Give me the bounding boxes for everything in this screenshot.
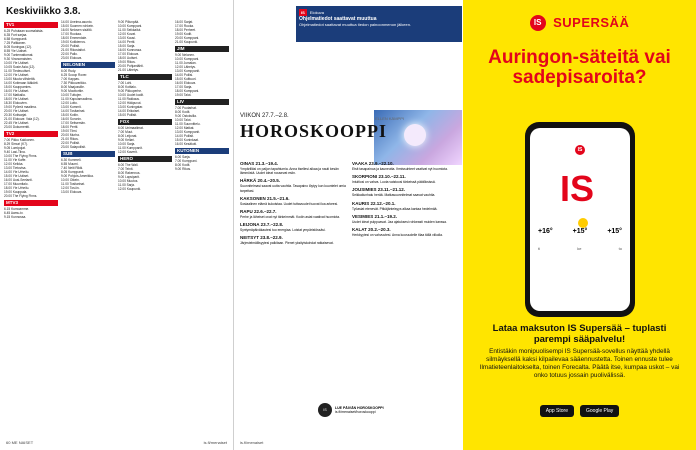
program-entry: 8.00 Leijonat. bbox=[118, 134, 138, 138]
program-entry: 10.00 Tuttujen. bbox=[61, 93, 83, 97]
ad-logo bbox=[463, 14, 696, 32]
weather-temps bbox=[538, 228, 622, 235]
promo-title: Ohjelmatiedot saattavat muuttua bbox=[299, 16, 377, 22]
program-entry: 23.00 Elokuva. bbox=[61, 56, 83, 60]
program-entry: 9.00 Pillunpää. bbox=[118, 20, 140, 24]
zodiac-sign-text: Perhe ja läheiset ovat nyt tärkeimmät. Kodin asiat vaativat huomiota. bbox=[240, 215, 341, 220]
tv-column bbox=[118, 20, 172, 438]
program-entry: 6.00 Rudy. bbox=[61, 69, 77, 73]
program-entry: 8.00 Rakennus. bbox=[118, 171, 141, 175]
program-entry: 12.00 Kaupunki. bbox=[118, 187, 142, 191]
zodiac-sign-name: RAPU 22.6.–22.7. bbox=[240, 209, 277, 215]
program-entry: 13.00 Muuta viihdettä. bbox=[4, 77, 36, 81]
horoscope-link-label: LUE PÄIVÄN HOROSKOOPPI bbox=[335, 406, 384, 410]
program-entry: 9.00 Tuntemattomat. bbox=[4, 53, 34, 57]
temp-1: +16° bbox=[538, 228, 553, 235]
program-entry: 14.00 Unelma-asunto. bbox=[61, 20, 93, 24]
program-entry: 9.30 Viranomaisten. bbox=[4, 57, 33, 61]
program-entry: 14.00 Tositarinat. bbox=[61, 109, 86, 113]
program-entry: 8.29 Simuri (K7). bbox=[4, 142, 28, 146]
program-entry: 18.00 Perheet. bbox=[175, 28, 196, 32]
day-2: ke bbox=[577, 246, 582, 251]
program-entry: 9.00 Rikos. bbox=[175, 167, 191, 171]
program-entry: 11.00 Kumppanit. bbox=[118, 146, 143, 150]
channel-header: JIM bbox=[175, 46, 229, 52]
program-entry: 16.00 Uusi-Seelanti. bbox=[4, 178, 33, 182]
program-entry: 9.00 Pikkuperhe. bbox=[118, 89, 142, 93]
program-entry: 9.05 Lumipojat. bbox=[4, 146, 26, 150]
program-entry: 10.00 Muutos. bbox=[118, 179, 139, 183]
program-entry: 21.00 Lähetys. bbox=[118, 68, 139, 72]
ad-body-text: Entistäkin monipuolisempi IS Supersää-sovellus näyttää yhdellä silmäyksellä kaksi kilpailevaa sääennustetta. Toinen ennuste tulee Ilmatieteenlaitokselta, toinen Forecalta. Päätä itse, kumpaa uskot – vai onko totuus jossain puolivälissä. bbox=[479, 348, 680, 379]
tv-columns bbox=[4, 20, 229, 438]
program-entry: 10.00 Oikein. bbox=[61, 178, 80, 182]
zodiac-sign-text: Ympärilläsi on paljon tapahtumia. Anna itsellesi aikaa ja nauti kesän lämmöstä. Uudet ideat nousevat esiin. bbox=[240, 167, 339, 176]
program-entry: 10.00 Sarja. bbox=[118, 142, 136, 146]
weather-days bbox=[538, 246, 622, 251]
channel-header: HERO bbox=[118, 156, 172, 162]
ad-brand: SUPERSÄÄ bbox=[553, 15, 630, 31]
zodiac-sign-name: KAURIS 22.12.–20.1. bbox=[352, 200, 396, 206]
temp-2: +15° bbox=[572, 228, 588, 235]
program-entry: 18.30 Elokuvien. bbox=[4, 101, 28, 105]
program-entry: 10.00 Kumppani. bbox=[118, 24, 143, 28]
program-entry: 21.00 Rikostaitot. bbox=[61, 48, 86, 52]
app-store-button[interactable]: App Store bbox=[540, 405, 574, 417]
program-entry: 21.00 Elokuva: Vala (12). bbox=[4, 117, 40, 121]
program-entry: 20.00 Yle Uutiset. bbox=[4, 109, 30, 113]
program-entry: 9.00 Moottoritie. bbox=[61, 89, 84, 93]
zodiac-sign-name: NEITSYT 23.8.–22.9. bbox=[240, 235, 283, 241]
program-entry: 8.05 Kumppanit. bbox=[61, 170, 85, 174]
zodiac-sign-name: OINAS 21.3.–19.4. bbox=[240, 161, 279, 166]
zodiac-sign-name: SKORPIONI 23.10.–22.11. bbox=[352, 174, 406, 180]
program-entry: 8.00 Kodit. bbox=[175, 163, 191, 167]
program-entry: 18.00 Emmerdale. bbox=[61, 36, 88, 40]
zodiac-columns bbox=[240, 158, 460, 436]
program-entry: 6.25 Puhutaan suomalaisia. bbox=[4, 29, 44, 33]
channel-header: SUB bbox=[61, 151, 115, 157]
program-entry: 9.00 Kellari. bbox=[118, 138, 135, 142]
program-entry: 7.30 Pikkuvarikko. bbox=[61, 81, 87, 85]
footer-url: is.fi/menaiset bbox=[203, 440, 227, 445]
tv-column bbox=[61, 20, 115, 438]
program-entry: 6.00 Sarja. bbox=[175, 155, 191, 159]
zodiac-sign-name: KAKSONEN 21.5.–21.6. bbox=[240, 195, 290, 201]
program-entry: 11.00 Tositarinat. bbox=[61, 182, 85, 186]
program-entry: 6.25 Scoop Rover. bbox=[61, 73, 88, 77]
page-number: 60 bbox=[6, 440, 11, 445]
channel-header: MTV3 bbox=[4, 200, 58, 206]
program-entry: 10.00 Uudet kodit. bbox=[118, 93, 144, 97]
program-entry: 15.00 Yle Uutiset. bbox=[4, 174, 30, 178]
zodiac-sign-text: Intuitiosi on vahva. Luota vaistoosi tärkeissä päätöksissä. bbox=[352, 180, 436, 185]
program-entry: 10.00 Talot. bbox=[175, 118, 192, 122]
program-entry: 7.40 Neiti Rikki. bbox=[61, 166, 84, 170]
program-entry: 8.05 Kuningas (12). bbox=[4, 45, 32, 49]
program-entry: 10.00 Yle Uutiset. bbox=[4, 61, 30, 65]
program-entry: 20.00 Pohjantähti. bbox=[118, 64, 144, 68]
program-entry: 9.40 Lasi-Tiina. bbox=[4, 150, 26, 154]
channel-header: TLC bbox=[118, 74, 172, 80]
program-entry: 9.00 Lapsiparit. bbox=[118, 175, 140, 179]
program-entry: 7.25 Paltkanen. bbox=[4, 41, 27, 45]
app-logo-circle: IS bbox=[575, 145, 585, 155]
phone-mockup bbox=[525, 122, 635, 317]
zodiac-sign-name: VAAKA 23.9.–22.10. bbox=[352, 161, 394, 166]
zodiac-sign-name: KALAT 20.2.–20.3. bbox=[352, 227, 391, 233]
program-entry: 17.00 Elokuva. bbox=[118, 52, 140, 56]
program-entry: 22.45 Yle Uutiset. bbox=[4, 121, 30, 125]
program-entry: 13.00 Kumppanit. bbox=[175, 130, 200, 134]
tv-column bbox=[175, 20, 229, 438]
program-entry: 7.00 Kumppani. bbox=[175, 159, 198, 163]
program-entry: 20.30 Kotisarjat. bbox=[4, 113, 28, 117]
channel-header: TV2 bbox=[4, 131, 58, 137]
program-entry: 13.00 Kumppanit. bbox=[175, 69, 200, 73]
program-entry: 19.00 Pyöreä maailma. bbox=[4, 105, 37, 109]
zodiac-sign-name: JOUSIMIES 23.11.–21.12. bbox=[352, 187, 406, 193]
supersaa-ad bbox=[463, 0, 696, 450]
program-entry: 12.00 Tosi-tv. bbox=[61, 186, 80, 190]
program-entry: 23.00 Salapoliisit. bbox=[61, 145, 86, 149]
program-entry: 14.00 Yle Urheilu. bbox=[4, 170, 30, 174]
program-entry: 11.00 Yle Kaffe. bbox=[4, 158, 27, 162]
tv-listings-page bbox=[0, 0, 233, 450]
sun-icon bbox=[578, 218, 588, 228]
app-big-logo: IS bbox=[560, 168, 595, 209]
zodiac-sign-text: Suunnitelmasi saavat uutta vauhtia. Tasapaino löytyy kun kuuntelet omia tarpeitasi. bbox=[240, 184, 346, 193]
program-entry: 17.00 Ruoka. bbox=[175, 24, 194, 28]
horoscope-link-url[interactable]: is.fi/menaiset/horoskooppi bbox=[335, 410, 376, 414]
day-1: ti bbox=[538, 246, 540, 251]
program-entry: 11.00 Seikkailut. bbox=[118, 28, 142, 32]
promo-box bbox=[296, 6, 462, 42]
program-entry: 14.00 Kotimaan lääkärit. bbox=[4, 81, 39, 85]
program-entry: 7.00 Kappas. bbox=[61, 77, 80, 81]
channel-header: NELONEN bbox=[61, 62, 115, 68]
zodiac-sign-name: LEIJONA 23.7.–22.8. bbox=[240, 222, 284, 228]
program-entry: 11.00 Jumalan. bbox=[175, 61, 197, 65]
channel-header: FOX bbox=[118, 119, 172, 125]
tv-page-header bbox=[6, 3, 227, 19]
program-entry: 16.00 Yle Uutiset. bbox=[4, 89, 30, 93]
program-entry: 7.00 Puutarhat. bbox=[175, 106, 197, 110]
page-footer bbox=[6, 440, 227, 448]
program-entry: 11.00 Kapulamaailma. bbox=[61, 97, 93, 101]
program-entry: 15.00 Kulttuuri. bbox=[175, 77, 197, 81]
is-logo-circle: IS bbox=[530, 15, 546, 31]
temp-3: +15° bbox=[607, 228, 622, 235]
program-entry: 15.00 Kotiin. bbox=[61, 113, 79, 117]
program-entry: 14.00 Poliisit. bbox=[175, 134, 194, 138]
program-entry: 12.00 Lotto. bbox=[61, 101, 78, 105]
badge-caption: Elokuva bbox=[309, 10, 325, 15]
program-entry: 19.00 Kotikierros. bbox=[61, 40, 86, 44]
program-entry: 13.00 Tietovisa. bbox=[4, 166, 27, 170]
program-entry: 12.00 Lähetys. bbox=[175, 65, 196, 69]
program-entry: 6.00 The Wall. bbox=[118, 163, 139, 167]
program-entry: 11.00 Rakkaus. bbox=[118, 97, 140, 101]
program-entry: 16.00 Elokuva. bbox=[175, 81, 197, 85]
footer-magazine: ME NAISET bbox=[11, 440, 34, 445]
zodiac-sign-text: Työasiat etenevät. Pitkäjänteisyys alkaa kantaa hedelmää. bbox=[352, 206, 438, 211]
program-entry: 16.00 Sarjat. bbox=[175, 20, 194, 24]
program-entry: 12.00 Matkat. bbox=[175, 126, 195, 130]
zodiac-sign-text: Herkkyytesi on vahvuutesi. Anna luovuudelle tilaa tällä viikolla. bbox=[352, 233, 443, 238]
program-entry: 10.00 Kumppani. bbox=[175, 57, 200, 61]
program-entry: 7.00 Muut. bbox=[118, 130, 134, 134]
zodiac-sign-text: Järjestelmällisyytesi palkitaan. Pienet yksityiskohdat ratkaisevat. bbox=[240, 241, 334, 246]
program-entry: 18.00 Kumppani. bbox=[175, 89, 200, 93]
program-entry: 16.00 Nelosen sisältö. bbox=[61, 28, 93, 32]
program-entry: 9.00 Pohjois-Amerikka. bbox=[61, 174, 94, 178]
program-entry: 10.00 The Flying Finns. bbox=[4, 154, 38, 158]
program-entry: 18.00 Uutiset. bbox=[118, 56, 138, 60]
zodiac-sign-text: Uudet ideat pulppuavat. Jaa ajatuksesi rohkeasti muiden kanssa. bbox=[352, 219, 447, 224]
program-entry: 6.30 Kummeli. bbox=[61, 158, 82, 162]
program-entry: 6.00 Unimaailmat. bbox=[118, 126, 144, 130]
horoscope-title: HOROSKOOPPI bbox=[240, 121, 388, 141]
program-entry: 8.55 Yle Uutiset. bbox=[4, 49, 28, 53]
program-entry: 9.15 Kunnossa. bbox=[4, 215, 27, 219]
zodiac-sign-name: VESIMIES 21.1.–19.2. bbox=[352, 213, 398, 219]
program-entry: 13.00 Kummit. bbox=[61, 105, 82, 109]
is-badge: IS bbox=[301, 10, 305, 15]
program-entry: 9.00 Nelonen. bbox=[175, 53, 195, 57]
program-entry: 20.00 Murha. bbox=[61, 133, 80, 137]
program-entry: 6.58 Kumppanit. bbox=[4, 37, 28, 41]
program-entry: 15.00 Kauppamies. bbox=[4, 85, 32, 89]
program-entry: 12.00 Hääpuvut. bbox=[118, 101, 142, 105]
program-entry: 11.00 Tiedeuutiset. bbox=[4, 69, 31, 73]
program-entry: 8.00 Kotitalo. bbox=[118, 85, 137, 89]
zodiac-column-2 bbox=[352, 158, 460, 436]
program-entry: 21.00 Rikos. bbox=[61, 137, 79, 141]
program-entry: 18.00 Yle Urheilu. bbox=[4, 186, 30, 190]
program-entry: 7.00 Pikku Kakkonen. bbox=[4, 138, 35, 142]
program-entry: 14.00 Erikoiset. bbox=[118, 109, 140, 113]
program-entry: 18.00 Pertti. bbox=[61, 125, 79, 129]
horoscope-page bbox=[233, 0, 464, 450]
program-entry: 14.00 Poliisi. bbox=[175, 73, 194, 77]
program-entry: 6.55 Muumi. bbox=[61, 162, 79, 166]
program-entry: 9.00 Ostoksilla. bbox=[175, 114, 197, 118]
program-entry: 6.45 Aamu-tv. bbox=[4, 211, 24, 215]
program-entry: 6.35 Fort sarjaa. bbox=[4, 33, 28, 37]
program-entry: 20.00 The Flying Finns. bbox=[4, 194, 38, 198]
program-entry: 17.00 Seitsemän. bbox=[61, 121, 86, 125]
program-entry: 12.00 Kuvat. bbox=[118, 32, 136, 36]
program-entry: 13.00 Elokuva. bbox=[61, 190, 83, 194]
tv-column bbox=[4, 20, 58, 438]
zodiac-sign-text: Sosiaalinen elämä kukoistaa. Uudet tuttavuudet tuovat iloa arkeesi. bbox=[240, 201, 339, 206]
page-title: Keskiviikko 3.8. bbox=[6, 5, 81, 17]
program-entry: 19.00 Kodit. bbox=[175, 32, 193, 36]
promo-badge-line bbox=[299, 9, 459, 16]
program-entry: 17.00 Sarja. bbox=[175, 85, 193, 89]
program-entry: 14.00 Pertti. bbox=[118, 40, 136, 44]
app-logo bbox=[530, 138, 630, 156]
program-entry: 17.00 Ruokaa. bbox=[61, 32, 82, 36]
zodiac-sign-text: Seikkailunhalu herää. Matkasuunnitelmat saavat vauhtia. bbox=[352, 193, 436, 198]
program-entry: 20.00 Kumppani. bbox=[175, 36, 200, 40]
author-name: ELLEN KÄMPPI bbox=[375, 116, 404, 121]
moon-image bbox=[404, 124, 426, 146]
channel-header: TV1 bbox=[4, 22, 58, 28]
zodiac-column-1 bbox=[240, 158, 348, 436]
program-entry: 16.00 Soronin. bbox=[61, 117, 82, 121]
program-entry: 15.00 Poliisit. bbox=[118, 113, 137, 117]
promo-text: Ohjelmatiedot saattavat muuttua tiedon painoonmenon jälkeen. bbox=[299, 22, 412, 27]
phone-screen bbox=[530, 128, 630, 311]
program-entry: 17.00 Matkalla. bbox=[4, 93, 26, 97]
channel-header: LIV bbox=[175, 99, 229, 105]
page-number-mag bbox=[6, 440, 33, 448]
program-entry: 7.00 Teinit. bbox=[118, 167, 134, 171]
channel-header: KUTONEN bbox=[175, 148, 229, 154]
program-entry: 13.00 Kuningatar. bbox=[118, 105, 143, 109]
program-entry: 10.05 Susie Asia (12). bbox=[4, 65, 36, 69]
program-entry: 23.00 Dokumentti. bbox=[4, 125, 30, 129]
is-circle-logo: IS bbox=[318, 403, 332, 417]
program-entry: 8.00 Maajussille. bbox=[61, 85, 85, 89]
program-entry: 6.15 Kumoamme. bbox=[4, 207, 30, 211]
program-entry: 20.00 Poliisit. bbox=[61, 44, 80, 48]
program-entry: 21.00 Kaupunki. bbox=[175, 40, 199, 44]
program-entry: 11.00 Suunnittelu. bbox=[175, 122, 201, 126]
ad-headline: Auringon-säteitä vai sadepisaroita? bbox=[488, 47, 671, 88]
program-entry: 19.00 Kauppala. bbox=[4, 190, 28, 194]
program-entry: 16.00 Kesäkoti. bbox=[175, 142, 197, 146]
store-buttons bbox=[503, 405, 656, 417]
program-entry: 16.00 Kunnossa. bbox=[118, 48, 142, 52]
program-entry: 17.00 Muumitalo. bbox=[4, 182, 29, 186]
zodiac-sign-name: HÄRKÄ 20.4.–20.5. bbox=[240, 178, 281, 184]
program-entry: 11.00 Sarja. bbox=[118, 183, 135, 187]
program-entry: 13.00 Kausi. bbox=[118, 36, 136, 40]
program-entry: 19.00 Tiimi. bbox=[61, 129, 78, 133]
program-entry: 15.00 Sarja. bbox=[118, 44, 136, 48]
program-entry: 19.00 Talot. bbox=[175, 93, 192, 97]
program-entry: 12.00 Yle Uutiset. bbox=[4, 73, 30, 77]
google-play-button[interactable]: Google Play bbox=[580, 405, 619, 417]
mid-footer-url: is.fi/menaiset bbox=[240, 440, 264, 445]
ad-subheadline: Lataa maksuton IS Supersää – tuplasti parempi sääpalvelu! bbox=[492, 323, 667, 345]
program-entry: 19.00 Rikos. bbox=[118, 60, 136, 64]
program-entry: 22.00 Poliisit. bbox=[61, 141, 80, 145]
program-entry: 7.00 Lohi. bbox=[118, 81, 133, 85]
program-entry: 8.00 Kodit. bbox=[175, 110, 191, 114]
program-entry: 15.00 Kuninkaat. bbox=[175, 138, 199, 142]
program-entry: 15.00 Suomen rohkein. bbox=[61, 24, 94, 28]
zodiac-sign-text: Etsit tasapainoa ja kauneutta. Ihmissuhteet vaativat nyt huomiota. bbox=[352, 167, 448, 171]
program-entry: 12.00 Keikka. bbox=[4, 162, 24, 166]
program-entry: 12.00 Kaverit. bbox=[118, 150, 138, 154]
day-3: to bbox=[618, 246, 622, 251]
week-label: VIIKON 27.7.–2.8. bbox=[240, 113, 289, 119]
horoscope-link-text bbox=[335, 406, 384, 414]
horoscope-link-box[interactable] bbox=[318, 400, 386, 420]
program-entry: 18.00 Yle Uutiset. bbox=[4, 97, 30, 101]
program-entry: 22.00 Pallo. bbox=[61, 52, 78, 56]
mid-footer bbox=[240, 440, 458, 448]
zodiac-sign-text: Syntymäpäiväkautesi tuo energiaa. Loistat ympäristössäsi. bbox=[240, 228, 326, 233]
